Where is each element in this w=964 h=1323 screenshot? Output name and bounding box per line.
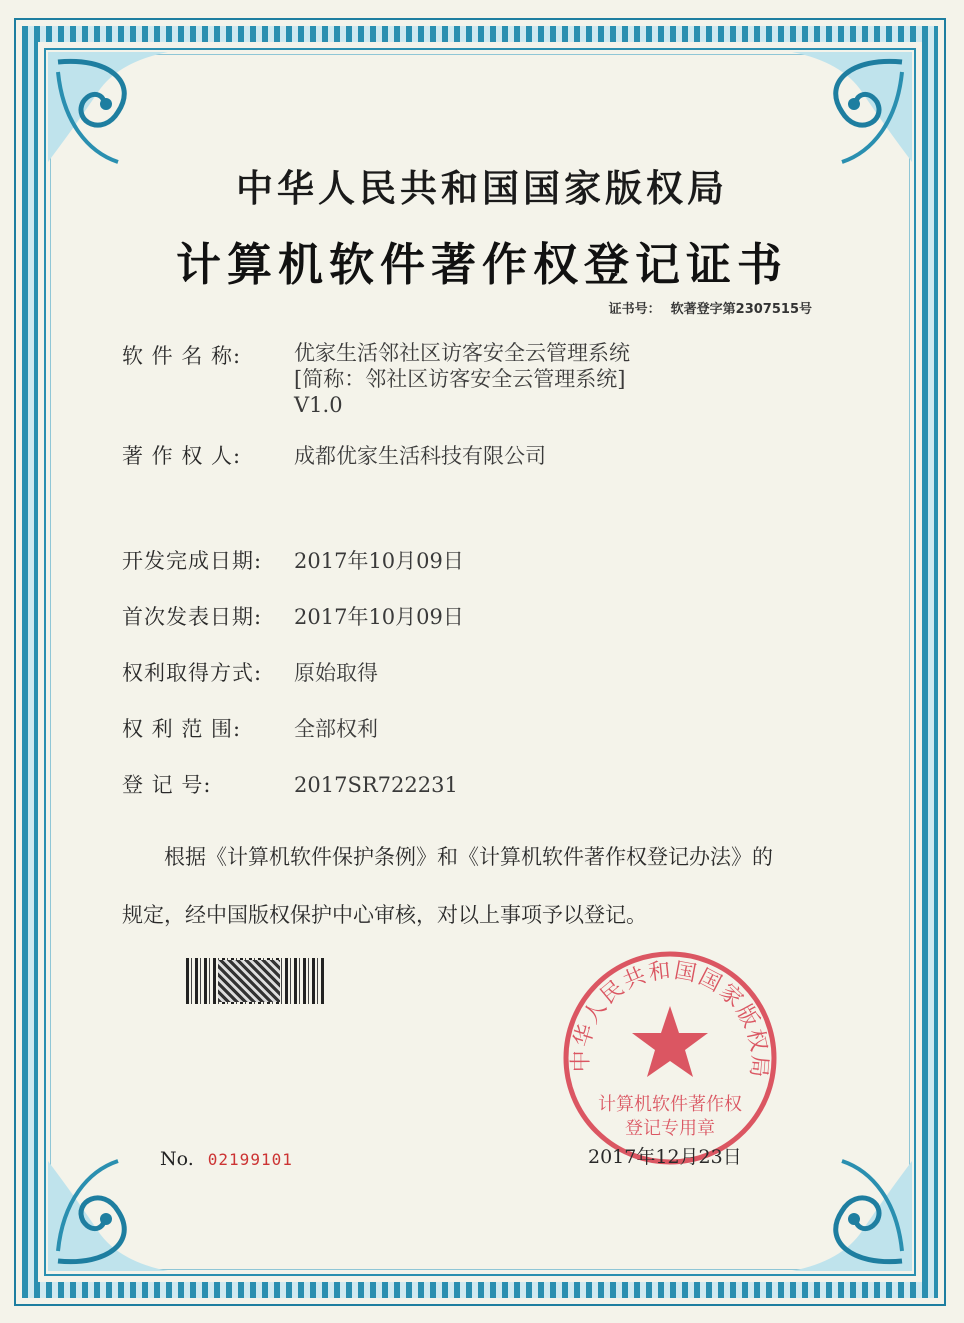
field-value: 2017SR722231	[294, 773, 458, 797]
cert-number-value: 软著登字第2307515号	[670, 302, 812, 317]
field-scope	[122, 713, 378, 743]
cert-number-label: 证书号：	[608, 302, 661, 317]
field-value: 全部权利	[294, 717, 378, 741]
field-label: 权利取得方式:	[122, 661, 263, 685]
field-label: 著 作 权 人:	[122, 444, 242, 468]
seal-line-1: 计算机软件著作权	[598, 1094, 742, 1115]
field-value: 2017年10月09日	[294, 605, 464, 629]
serial-number	[160, 1148, 293, 1170]
official-seal-icon	[560, 948, 780, 1168]
certificate-number	[609, 298, 812, 317]
field-label: 软 件 名 称:	[122, 344, 242, 368]
serial-number-label: No.	[160, 1148, 194, 1170]
field-label: 登 记 号:	[122, 773, 212, 797]
software-name-line: 优家生活邻社区访客安全云管理系统	[294, 341, 630, 365]
field-label: 权 利 范 围:	[122, 717, 242, 741]
certificate-title: 计算机软件著作权登记证书	[175, 238, 788, 291]
field-label: 开发完成日期:	[122, 549, 263, 573]
software-short-name-line: [简称：邻社区访客安全云管理系统]	[294, 367, 626, 391]
issue-date: 2017年12月23日	[588, 1146, 742, 1168]
field-value: 成都优家生活科技有限公司	[294, 444, 546, 468]
field-value	[294, 340, 714, 418]
field-dev-date	[122, 545, 464, 575]
agency-title: 中华人民共和国国家版权局	[236, 166, 728, 210]
field-acquire-method	[122, 657, 378, 687]
field-owner	[122, 440, 546, 470]
body-paragraph-1: 根据《计算机软件保护条例》和《计算机软件著作权登记办法》的	[164, 845, 773, 869]
software-version-line: V1.0	[294, 393, 343, 417]
field-label: 首次发表日期:	[122, 605, 263, 629]
seal-ring-text: 中华人民共和国国家版权局	[568, 958, 772, 1081]
field-pub-date	[122, 601, 464, 631]
barcode-icon	[186, 958, 326, 1004]
corner-ornament-icon	[772, 1131, 912, 1271]
seal-line-2: 登记专用章	[625, 1118, 715, 1139]
serial-number-value: 02199101	[207, 1150, 293, 1169]
field-software-name	[122, 340, 630, 417]
field-value: 2017年10月09日	[294, 549, 464, 573]
field-registration-number	[122, 769, 458, 799]
field-value: 原始取得	[294, 661, 378, 685]
qr-code-icon	[218, 960, 280, 1002]
body-paragraph-2: 规定，经中国版权保护中心审核，对以上事项予以登记。	[122, 903, 647, 927]
